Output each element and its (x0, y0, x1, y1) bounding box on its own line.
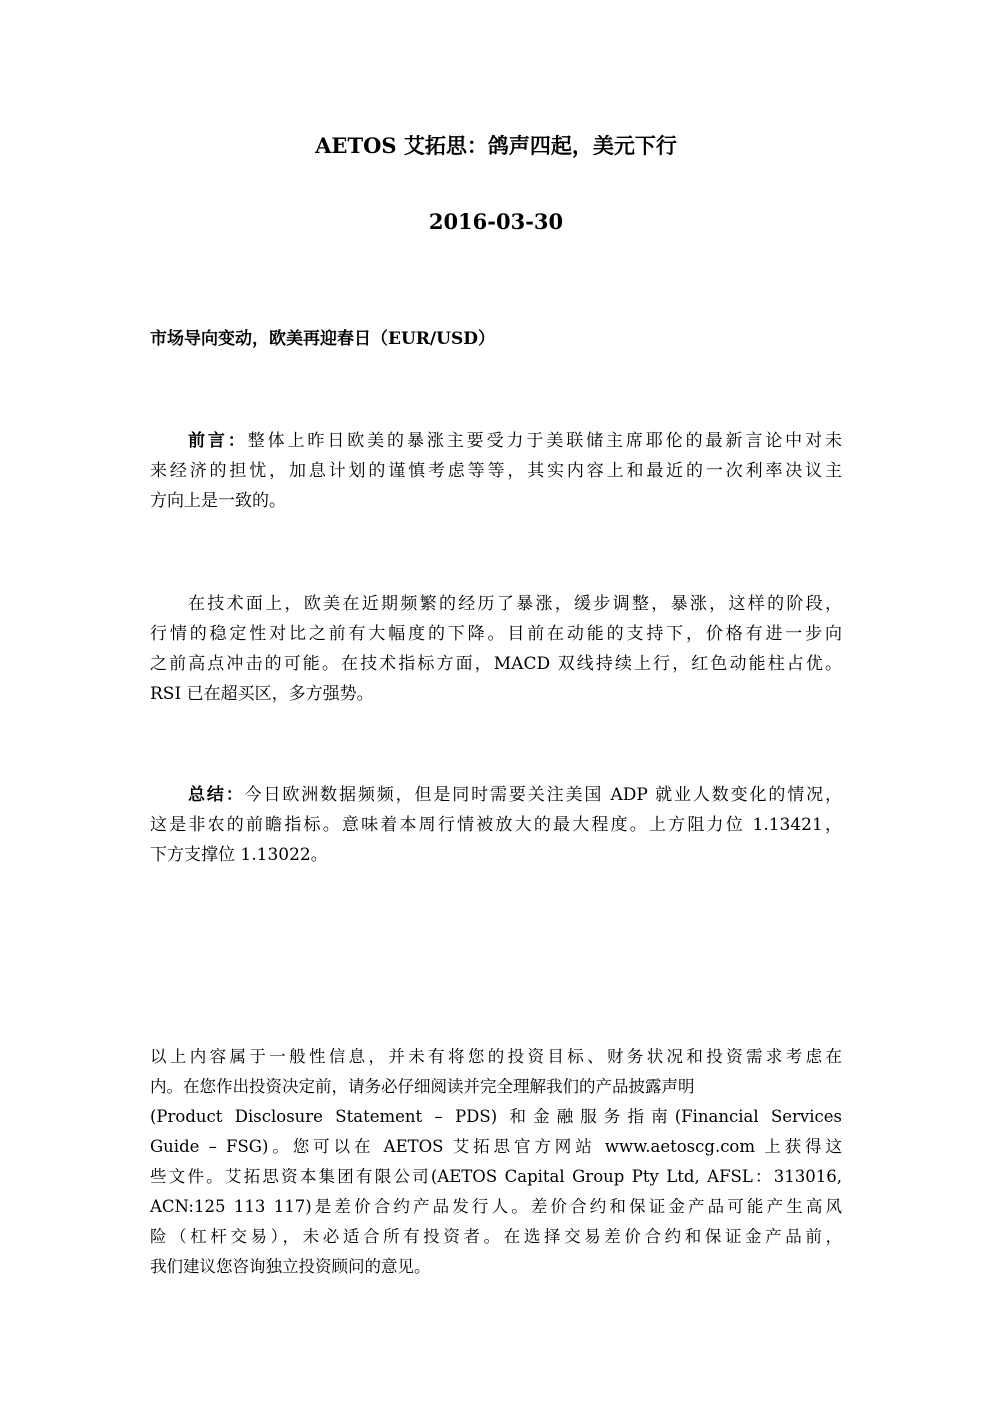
summary-label: 总结： (188, 785, 245, 805)
document-date: 2016-03-30 (428, 209, 564, 234)
disclaimer-line: (Product Disclosure Statement – PDS) 和金融服务指南(Financial Services (150, 1107, 842, 1126)
summary-line (150, 780, 842, 810)
technical-paragraph (150, 589, 842, 709)
intro-label: 前言： (188, 431, 248, 451)
technical-line: 在技术面上，欧美在近期频繁的经历了暴涨，缓步调整，暴涨，这样的阶段， (188, 594, 842, 614)
technical-line: 行情的稳定性对比之前有大幅度的下降。目前在动能的支持下，价格有进一步向 (150, 624, 842, 644)
disclaimer-line: ACN:125 113 117)是差价合约产品发行人。差价合约和保证金产品可能产生高风 (150, 1197, 842, 1216)
disclaimer-line: Guide – FSG)。您可以在 AETOS 艾拓思官方网站 www.aetoscg.com 上获得这 (150, 1137, 842, 1156)
intro-paragraph (150, 426, 842, 516)
summary-line: 下方支撑位 1.13022。 (150, 845, 328, 865)
document-title: AETOS 艾拓思：鸽声四起，美元下行 (315, 133, 677, 158)
intro-line: 来经济的担忧，加息计划的谨慎考虑等等，其实内容上和最近的一次利率决议主 (150, 461, 842, 481)
disclaimer-line: 以上内容属于一般性信息，并未有将您的投资目标、财务状况和投资需求考虑在 (150, 1047, 842, 1066)
technical-line: RSI 已在超买区，多方强势。 (150, 684, 374, 704)
summary-line: 这是非农的前瞻指标。意味着本周行情被放大的最大程度。上方阻力位 1.13421， (150, 815, 842, 835)
section-heading: 市场导向变动，欧美再迎春日（EUR/USD） (150, 329, 495, 349)
disclaimer-line: 我们建议您咨询独立投资顾问的意见。 (150, 1257, 431, 1276)
disclaimer-line: 内。在您作出投资决定前，请务必仔细阅读并完全理解我们的产品披露声明 (150, 1077, 695, 1096)
technical-line: 之前高点冲击的可能。在技术指标方面，MACD 双线持续上行，红色动能柱占优。 (150, 654, 842, 674)
intro-text: 整体上昨日欧美的暴涨主要受力于美联储主席耶伦的最新言论中对未 (247, 431, 842, 451)
disclaimer-line: 险（杠杆交易），未必适合所有投资者。在选择交易差价合约和保证金产品前， (150, 1227, 842, 1246)
disclaimer-line: 些文件。艾拓思资本集团有限公司(AETOS Capital Group Pty Ltd, AFSL：313016, (150, 1167, 842, 1186)
summary-text: 今日欧洲数据频频，但是同时需要关注美国 ADP 就业人数变化的情况， (244, 785, 842, 805)
disclaimer-paragraph (150, 1042, 842, 1282)
intro-line: 方向上是一致的。 (150, 491, 286, 511)
summary-paragraph (150, 780, 842, 870)
intro-line (150, 426, 842, 456)
